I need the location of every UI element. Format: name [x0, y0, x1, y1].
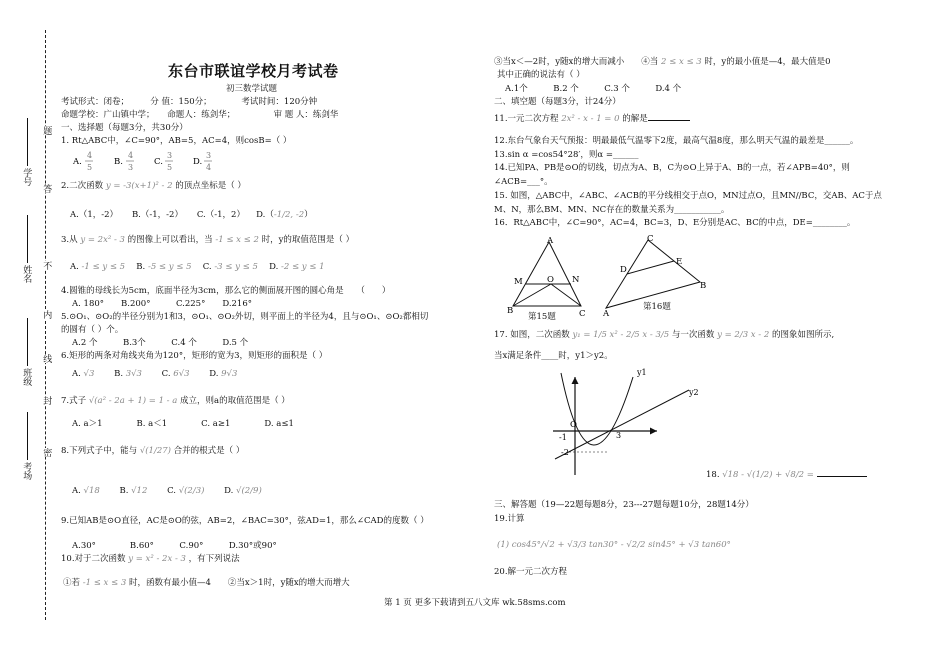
margin-blank-line [27, 412, 28, 460]
formula: y = -3(x+1)² - 2 [105, 181, 173, 191]
question-20: 20.解一元二次方程 [494, 567, 568, 577]
point-label: B [507, 306, 514, 316]
tick-label: -2 [561, 448, 569, 457]
option-label: D. [193, 157, 203, 167]
option-label: B. [114, 157, 123, 167]
fraction-denominator: 5 [167, 163, 173, 172]
seal-dashed-line [45, 30, 46, 620]
margin-blank-line [27, 215, 28, 263]
margin-label-student-id: 学号 [21, 168, 32, 186]
curve-label-y1: y1 [637, 368, 647, 377]
point-label: B [700, 281, 707, 291]
question-1-options [70, 148, 260, 176]
curve-label-y2: y2 [689, 388, 699, 397]
seal-word: 不 [41, 261, 52, 270]
question-10-statements: ①若 -1 ≤ x ≤ 3 时，函数有最小值—4 ②当x＞1时，y随x的增大而增大 [63, 578, 350, 588]
exam-info-line-2: 命题学校：广山镇中学； 命题人：练剑华； 审 题 人：练剑华 [61, 110, 339, 120]
page-title: 东台市联谊学校月考试卷 [168, 62, 339, 80]
question-3: 3.从 y = 2x² - 3 的图像上可以看出，当 -1 ≤ x ≤ 2 时，y的取值范围是（ ） [61, 235, 355, 245]
fraction-denominator: 4 [206, 163, 212, 172]
question-1: 1. Rt△ABC中，∠C=90°，AB=5，AC=4，则cosB=（ ） [61, 136, 292, 146]
section-choice-heading: 一、选择题（每题3分，共30分） [61, 123, 188, 133]
question-16: 16．Rt△ABC中，∠C=90°，AC=4，BC=3，D、E分别是AC、BC的中点，DE=________。 [494, 218, 856, 228]
page-subtitle: 初三数学试题 [226, 84, 278, 94]
question-2: 2.二次函数 y = -3(x+1)² - 2 的顶点坐标是（ ） [61, 181, 246, 191]
margin-label-name: 姓名 [21, 265, 32, 283]
binding-margin [0, 0, 58, 650]
question-10: 10.对于二次函数 y = x² - 2x - 3 ，有下列说法 [61, 554, 240, 564]
seal-word: 内 [41, 310, 52, 319]
point-label: M [514, 277, 523, 287]
point-label: D [620, 265, 627, 275]
formula: √(a² - 2a + 1) = 1 - a [88, 396, 178, 406]
margin-label-class: 班级 [21, 368, 32, 386]
question-12: 12.东台气象台天气预报：明最最低气温零下2度，最高气温8度，那么明天气温的最差是______。 [494, 136, 859, 146]
point-label: C [579, 309, 586, 319]
tick-label: -1 [559, 433, 567, 442]
answer-blank [817, 468, 867, 477]
fraction-numerator: 4 [128, 151, 134, 160]
point-label: N [572, 275, 580, 285]
section-answer-heading: 三、解答题（19—22题每题8分，23---27题每题10分，28题14分） [494, 500, 754, 510]
question-5-cont: 的圆有（ ）个。 [61, 325, 124, 335]
question-14-cont: ∠ACB=___°。 [494, 177, 553, 187]
formula: √(1/27) [139, 446, 171, 456]
question-9-options: A.30° B.60° C.90° D.30°或90° [72, 541, 277, 551]
fraction-numerator: 4 [87, 151, 93, 160]
exam-info-line-1: 考试形式：闭卷； 分 值：150分； 考试时间：120分钟 [61, 97, 318, 107]
seal-word: 封 [41, 396, 52, 405]
formula: y = x² - 2x - 3 [128, 554, 186, 564]
point-label: C [647, 234, 654, 244]
seal-word: 密 [41, 448, 52, 457]
question-18: 18. √18 - √(1/2) + √8/2 = [706, 468, 867, 481]
fraction-numerator: 3 [206, 151, 212, 160]
fraction-denominator: 3 [128, 163, 134, 172]
question-8: 8.下列式子中，能与 √(1/27) 合并的根式是（ ） [61, 446, 245, 456]
seal-word: 题 [41, 126, 52, 135]
origin-label: O [570, 420, 577, 430]
question-2-options: A.（1，-2） B.（-1，-2） C.（-1，2） D.（-1/2, -2） [70, 210, 313, 220]
figure-15-triangle [505, 234, 605, 324]
point-label: O [547, 275, 554, 285]
tick-label: 3 [616, 431, 622, 440]
seal-word: 答 [41, 184, 52, 193]
formula: -1 ≤ x ≤ 2 [215, 235, 259, 245]
question-6-options: A. √3 B. 3√3 C. 6√3 D. 9√3 [72, 369, 238, 379]
seal-word: 线 [41, 354, 52, 363]
formula: 2x² - x - 1 = 0 [561, 114, 620, 124]
question-7: 7.式子 √(a² - 2a + 1) = 1 - a 成立，则a的取值范围是（ ） [61, 396, 290, 406]
fraction-numerator: 3 [167, 151, 173, 160]
margin-blank-line [27, 118, 28, 166]
option-label: A. [73, 157, 82, 167]
question-13: 13.sin α =cos54°28′，则α =______ [494, 150, 639, 160]
question-4-options: A. 180° B.200° C.225° D.216° [72, 299, 253, 309]
question-10-prompt: 其中正确的说法有（ ） [497, 70, 585, 80]
question-14: 14.已知PA、PB是⊙O的切线，切点为A、B，C为⊙O上异于A、B的一点，若∠APB=40°，则 [494, 163, 850, 173]
answer-blank [648, 112, 690, 121]
formula: y = 2x² - 3 [80, 235, 125, 245]
question-10-statements-cont: ③当x＜—2时，y随x的增大而减小 ④当 2 ≤ x ≤ 3 时，y的最小值是—4，最大值是0 [494, 57, 831, 67]
question-5: 5.⊙O₁、⊙O₂的半径分别为1和3，⊙O₁、⊙O₂外切，则平面上的半径为4，且与⊙O₁、⊙O₂都相切 [61, 312, 429, 322]
question-19: 19.计算 [494, 514, 525, 524]
question-8-options: A. √18 B. √12 C. √(2/3) D. √(2/9) [72, 486, 262, 496]
question-10-options: A.1个 B.2 个 C.3 个 D.4 个 [505, 84, 682, 94]
question-15-cont: M、N，那么BM、MN、NC存在的数量关系为___________。 [494, 205, 730, 215]
question-11: 11.一元二次方程 2x² - x - 1 = 0 的解是 [494, 112, 690, 125]
question-9: 9.已知AB是⊙O直径，AC是⊙O的弦，AB=2，∠BAC=30°，弦AD=1，那么∠CAD的度数（ ） [61, 516, 429, 526]
option-label: C. [154, 157, 163, 167]
question-17: 17. 如图，二次函数 y₁ = 1/5 x² - 2/5 x - 3/5 与一次函数 y = 2/3 x - 2 的图象如图所示, [494, 330, 835, 340]
figure-15-caption: 第15题 [528, 312, 556, 322]
page-footer: 第 1 页 更多下载请到五八文库 wk.58sms.com [384, 598, 566, 608]
margin-blank-line [27, 318, 28, 366]
point-label: E [676, 257, 683, 267]
figure-17-graph [545, 365, 705, 483]
question-15: 15. 如图，△ABC中，∠ABC、∠ACB的平分线相交于点O，MN过点O，且MN//BC，交AB、AC于点 [494, 191, 882, 201]
section-fill-heading: 二、填空题（每题3分，计24分） [494, 97, 621, 107]
point-label: A [603, 309, 610, 317]
figure-16-caption: 第16题 [643, 302, 671, 312]
question-19-expr [497, 540, 731, 551]
question-6: 6.矩形的两条对角线夹角为120°，矩形的宽为3，则矩形的面积是（ ） [61, 351, 328, 361]
question-7-options: A. a＞1 B. a＜1 C. a≥1 D. a≤1 [72, 419, 294, 429]
margin-label-room: 考场 [21, 462, 32, 480]
formula: (1) cos45°/√2 + √3/3 tan30° - √2/2 sin45° + √3 tan60° [497, 540, 731, 550]
fraction-denominator: 5 [87, 163, 93, 172]
formula: y = 2/3 x - 2 [717, 330, 770, 340]
question-17-cont: 当x满足条件____时，y1＞y2。 [494, 351, 613, 361]
question-3-options: A. -1 ≤ y ≤ 5 B. -5 ≤ y ≤ 5 C. -3 ≤ y ≤ 5 D. -2 ≤ y ≤ 1 [70, 262, 325, 272]
point-label: A [547, 236, 554, 246]
formula: √18 - √(1/2) + √8/2 = [722, 470, 814, 480]
question-4: 4.圆锥的母线长为5cm，底面半径为3cm，那么它的侧面展开图的圆心角是 （ ） [61, 286, 391, 296]
question-5-options: A.2 个 B.3个 C.4 个 D.5 个 [72, 338, 249, 348]
formula: y₁ = 1/5 x² - 2/5 x - 3/5 [572, 330, 670, 340]
